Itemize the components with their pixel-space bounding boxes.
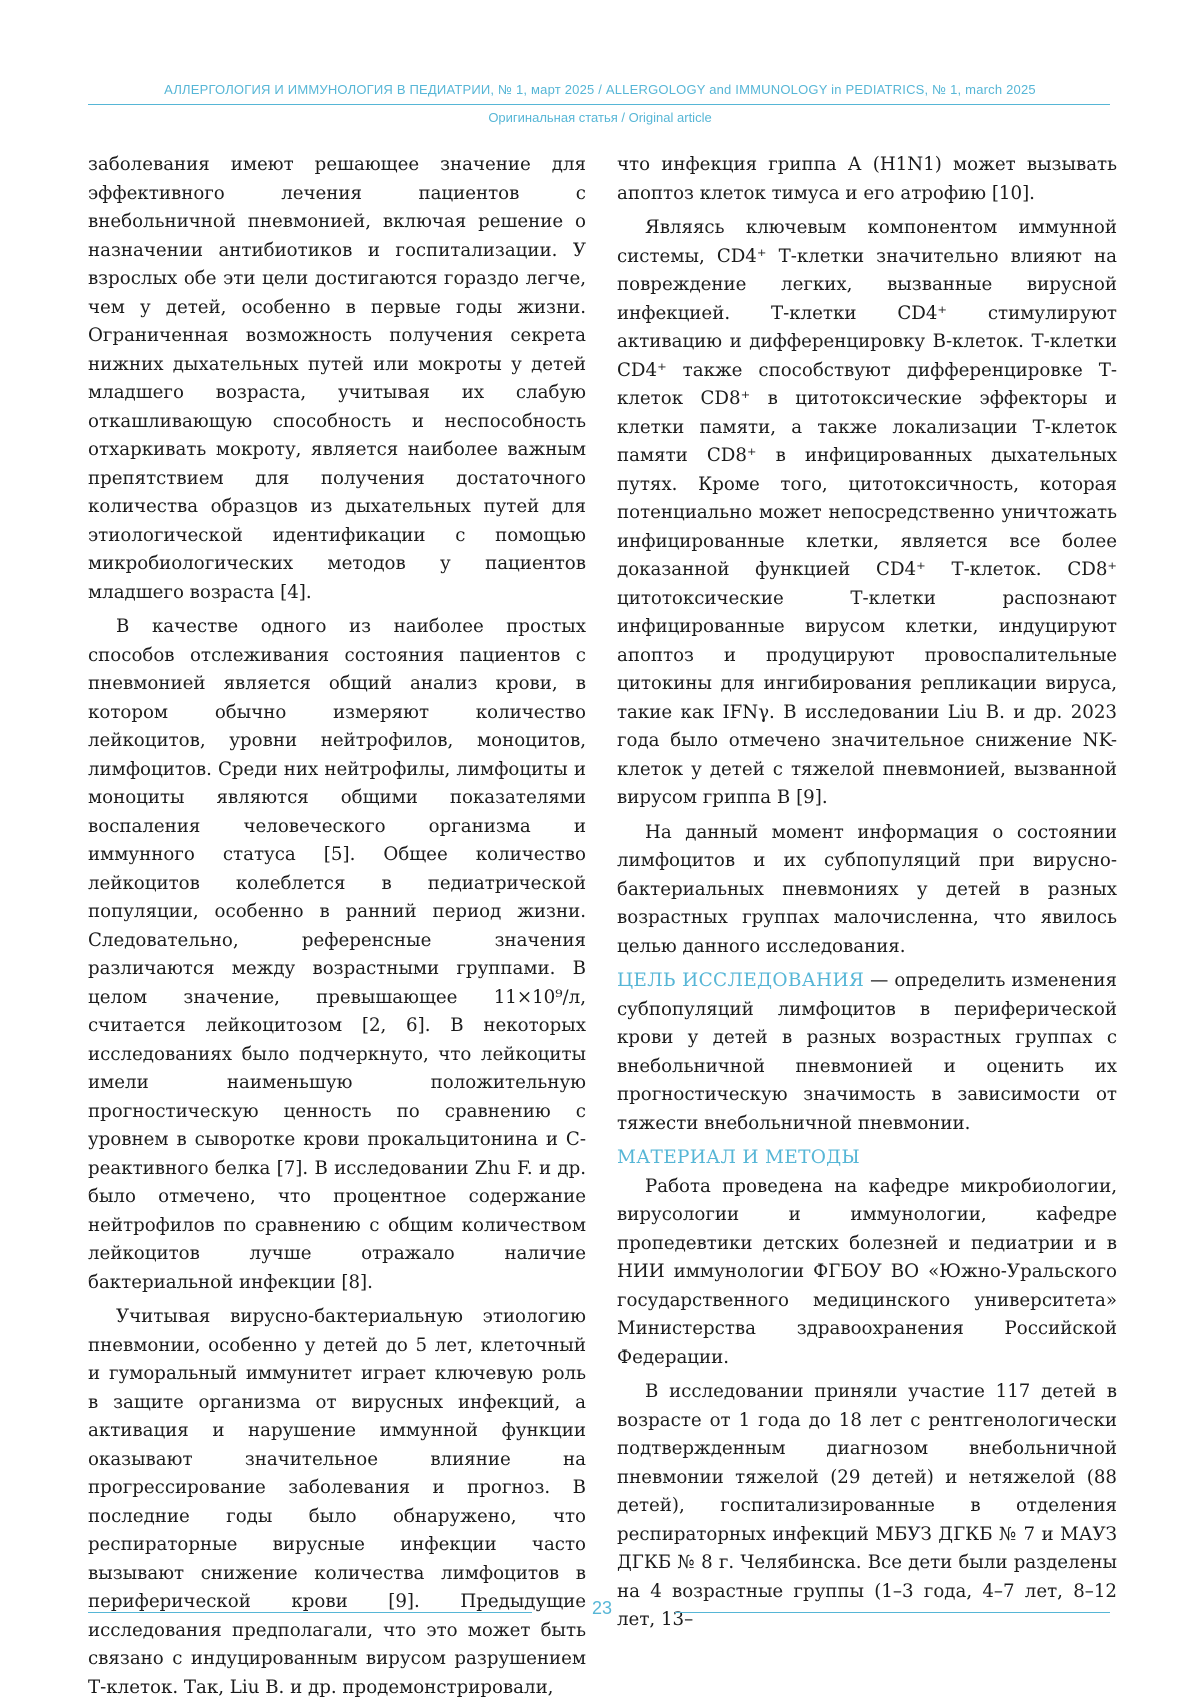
right-paragraph-3: На данный момент информация о состоянии лимфоцитов и их субпопуляций при вирусно-бактериальных пневмониях у детей в разных возрастных группах малочисленна, что явилось целью данного исследования.	[617, 821, 1117, 957]
methods-paragraph-2: В исследовании приняли участие 117 детей в возрасте от 1 года до 18 лет с рентгенологически подтвержденным диагнозом внебольничной пневмонии тяжелой (29 детей) и нетяжелой (88 детей), госпитализированные в отделения респираторных инфекций МБУЗ ДГКБ № 7 и МАУЗ ДГКБ № 8 г. Челябинска. Все дети были разделены на 4 возрастные группы (1–3 года, 4–7 лет, 8–12 лет, 13–	[617, 1381, 1117, 1630]
left-column	[88, 151, 586, 1702]
right-paragraph-2: Являясь ключевым компонентом иммунной системы, CD4⁺ Т-клетки значительно влияют на повреждение легких, вызванные вирусной инфекцией. Т-клетки CD4⁺ стимулируют активацию и дифференцировку В-клеток. Т-клетки CD4⁺ также способствуют дифференцировке Т-клеток CD8⁺ в цитотоксические эффекторы и клетки памяти, а также локализации Т-клеток памяти CD8⁺ в инфицированных дыхательных путях. Кроме того, цитотоксичность, которая потенциально может непосредственно уничтожать инфицированные клетки, является все более доказанной функцией CD4⁺ Т-клеток. CD8⁺ цитотоксические Т-клетки распознают инфицированные вирусом клетки, индуцируют апоптоз и продуцируют провоспалительные цитокины для ингибирования репликации вируса, такие как IFNγ. В исследовании Liu B. и др. 2023 года было отмечено значительное снижение NK-клеток у детей с тяжелой пневмонией, вызванной вирусом гриппа В [9].	[617, 217, 1117, 808]
left-paragraph-1: заболевания имеют решающее значение для эффективного лечения пациентов с внебольничной пневмонией, включая решение о назначении антибиотиков и госпитализации. У взрослых обе эти цели достигаются гораздо легче, чем у детей, особенно в первые годы жизни. Ограниченная возможность получения секрета нижних дыхательных путей или мокроты у детей младшего возраста, учитывая их слабую откашливающую способность и неспособность отхаркивать мокроту, является наиболее важным препятствием для получения достаточного количества образцов из дыхательных путей для этиологической идентификации с помощью микробиологических методов у пациентов младшего возраста [4].	[88, 154, 586, 603]
right-column	[617, 151, 1117, 1635]
footer-divider-right	[675, 1612, 1110, 1613]
aim-section	[617, 967, 1117, 1138]
footer-divider-left	[88, 1612, 532, 1613]
aim-text: — определить изменения субпопуляций лимфоцитов в периферической крови у детей в разных возрастных группах с внебольничной пневмонией и оценить их прогностическую значимость в зависимости от тяжести внебольничной пневмонии.	[617, 970, 1117, 1134]
article-type: Оригинальная статья / Original article	[488, 110, 712, 125]
aim-heading: ЦЕЛЬ ИССЛЕДОВАНИЯ	[617, 970, 865, 991]
left-paragraph-2: В качестве одного из наиболее простых способов отслеживания состояния пациентов с пневмонией является общий анализ крови, в котором обычно измеряют количество лейкоцитов, уровни нейтрофилов, моноцитов, лимфоцитов. Среди них нейтрофилы, лимфоциты и моноциты являются общими показателями воспаления человеческого организма и иммунного статуса [5]. Общее количество лейкоцитов колеблется в педиатрической популяции, особенно в ранний период жизни. Следовательно, референсные значения различаются между возрастными группами. В целом значение, превышающее 11×10⁹/л, считается лейкоцитозом [2, 6]. В некоторых исследованиях было подчеркнуто, что лейкоциты имели наименьшую положительную прогностическую ценность по сравнению с уровнем в сыворотке крови прокальцитонина и С-реактивного белка [7]. В исследовании Zhu F. и др. было отмечено, что процентное содержание нейтрофилов по сравнению с общим количеством лейкоцитов лучше отражало наличие бактериальной инфекции [8].	[88, 616, 586, 1293]
left-paragraph-3: Учитывая вирусно-бактериальную этиологию пневмонии, особенно у детей до 5 лет, клеточный и гуморальный иммунитет играет ключевую роль в защите организма от вирусных инфекций, а активация и нарушение иммунной функции оказывают значительное влияние на прогрессирование заболевания и прогноз. В последние годы было обнаружено, что респираторные вирусные инфекции часто вызывают снижение количества лимфоцитов в периферической крови [9]. Предыдущие исследования предполагали, что это может быть связано с индуцированным вирусом разрушением Т-клеток. Так, Liu B. и др. продемонстрировали,	[88, 1306, 586, 1698]
methods-heading: МАТЕРИАЛ И МЕТОДЫ	[617, 1147, 861, 1168]
journal-header: АЛЛЕРГОЛОГИЯ И ИММУНОЛОГИЯ В ПЕДИАТРИИ, № 1, март 2025 / ALLERGOLOGY and IMMUNOLOGY in PEDIATRICS, № 1, march 2025	[164, 82, 1036, 97]
page-number: 23	[591, 1598, 613, 1618]
header-divider	[88, 104, 1110, 105]
methods-section-title	[617, 1144, 1117, 1173]
right-paragraph-1: что инфекция гриппа А (H1N1) может вызывать апоптоз клеток тимуса и его атрофию [10].	[617, 154, 1117, 204]
methods-paragraph-1: Работа проведена на кафедре микробиологии, вирусологии и иммунологии, кафедре пропедевтики детских болезней и педиатрии и в НИИ иммунологии ФГБОУ ВО «Южно-Уральского государственного медицинского университета» Министерства здравоохранения Российской Федерации.	[617, 1175, 1117, 1368]
